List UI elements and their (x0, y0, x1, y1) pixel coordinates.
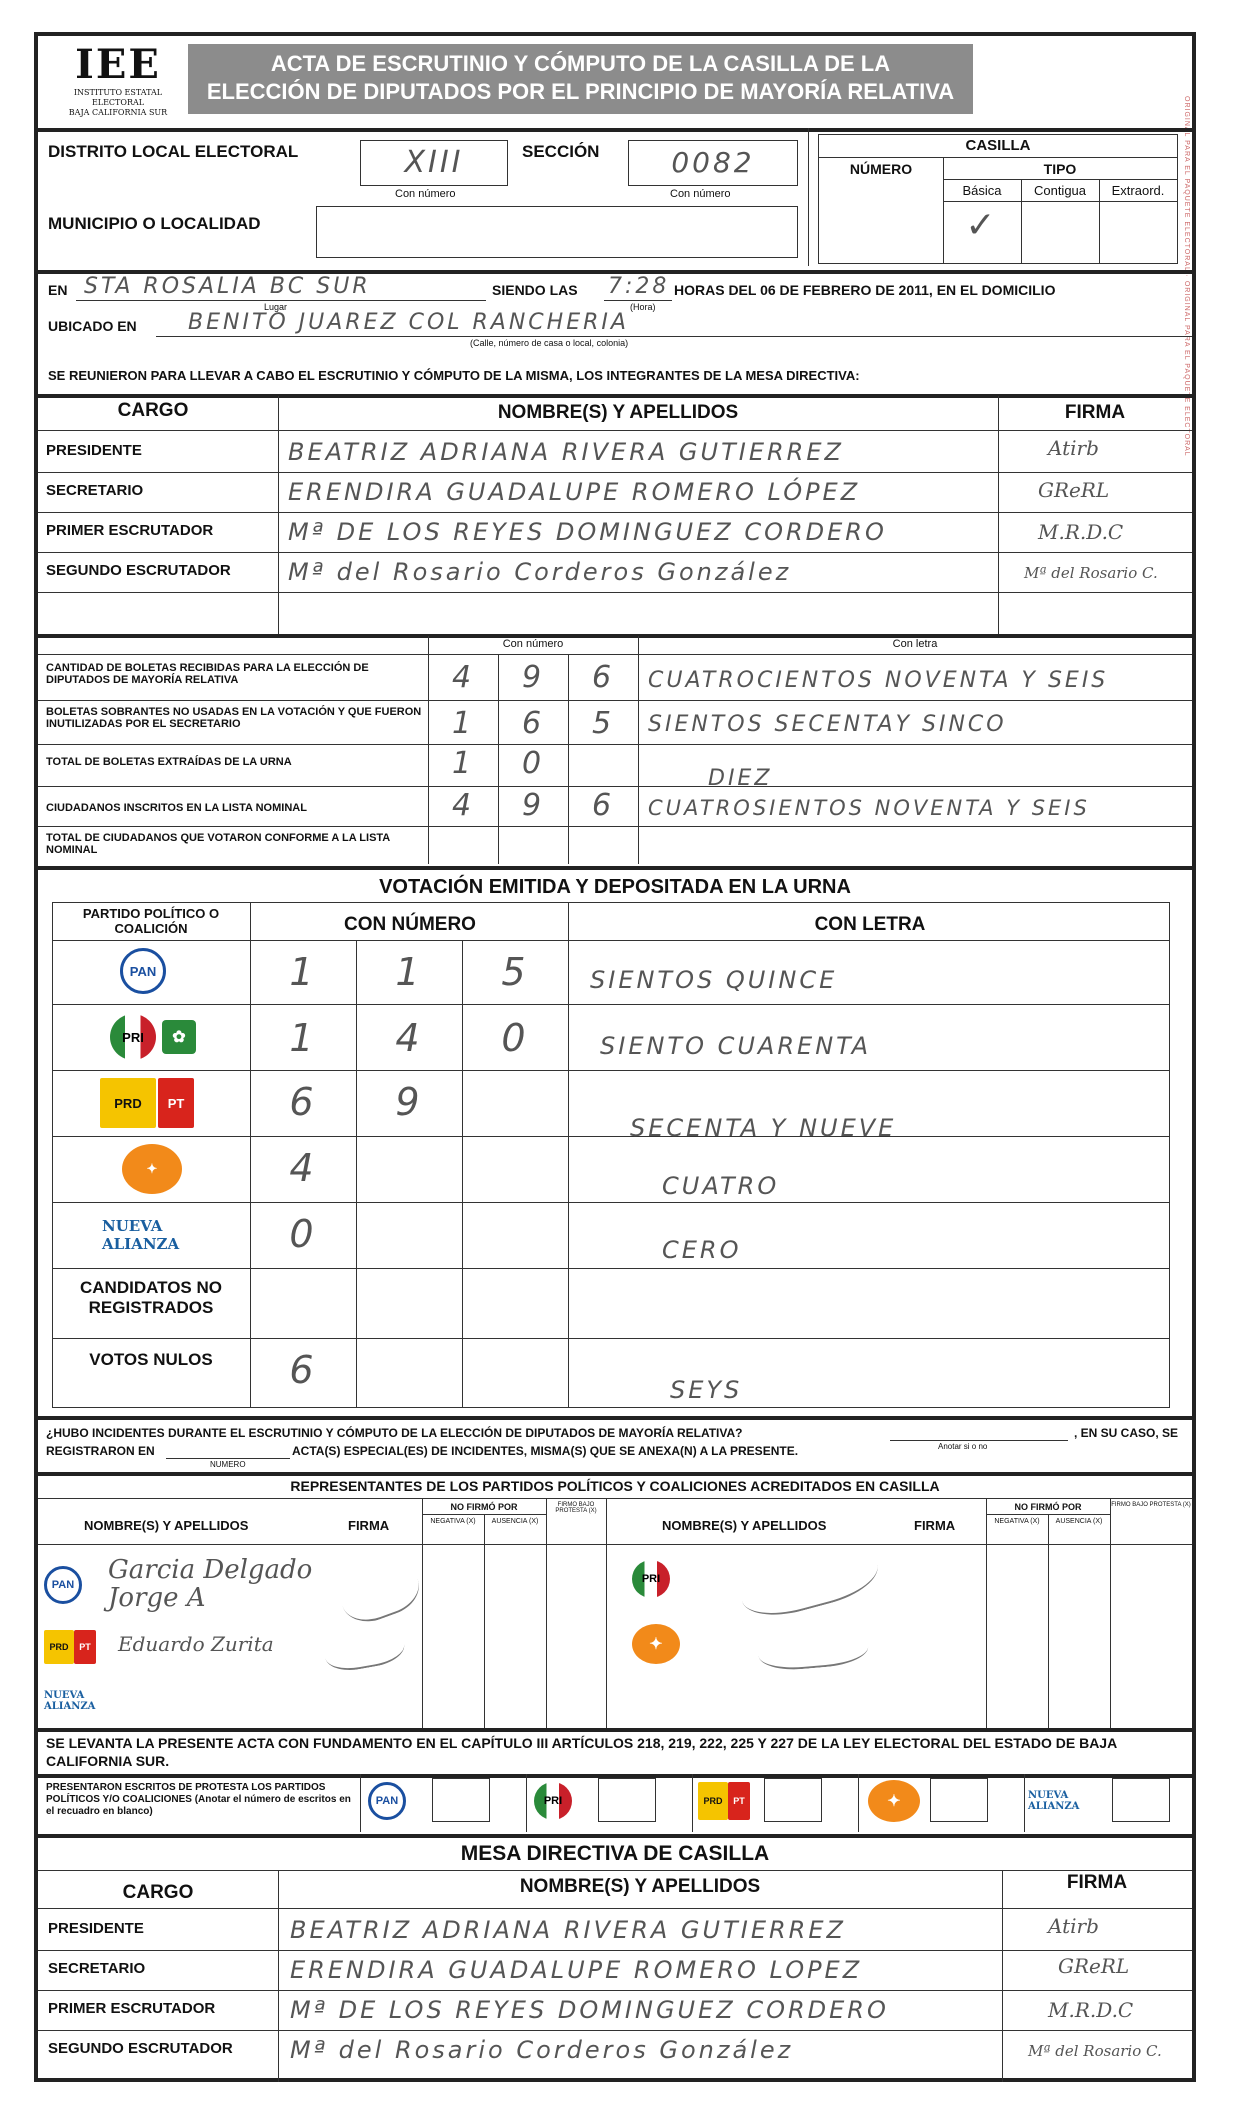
hora-value[interactable]: 7:28 (608, 274, 670, 299)
boletas-extraidas-letra[interactable]: DIEZ (708, 766, 773, 791)
protesta-pan-logo-icon: PAN (368, 1782, 406, 1820)
protesta-nueva-alianza-box[interactable] (1112, 1778, 1170, 1822)
protesta-nueva-alianza-logo-icon: NUEVA ALIANZA (1028, 1790, 1080, 1812)
ciudadanos-inscritos-digit-3[interactable]: 6 (591, 788, 615, 823)
boletas-letra-header: Con letra (892, 638, 938, 650)
rep-left-firma-header: FIRMA (348, 1518, 390, 1533)
pri-digit-1[interactable]: 1 (289, 1016, 317, 1060)
pri-letra[interactable]: SIENTO CUARENTA (600, 1032, 872, 1060)
pan-digit-1[interactable]: 1 (289, 950, 317, 994)
boletas-sobrantes-digit-2[interactable]: 6 (521, 706, 545, 741)
rep-right-nombre-header: NOMBRE(S) Y APELLIDOS (662, 1518, 827, 1533)
ciudadanos-inscritos-digit-2[interactable]: 9 (521, 788, 545, 823)
logo-text: IEE (75, 41, 161, 88)
mesa-bottom-nombre-secretario[interactable]: ERENDIRA GUADALUPE ROMERO LOPEZ (290, 1956, 863, 1984)
representantes-title: REPRESENTANTES DE LOS PARTIDOS POLÍTICOS Y COALICIONES ACREDITADOS EN CASILLA (290, 1478, 940, 1494)
partido-header: PARTIDO POLÍTICO O COALICIÓN (82, 906, 220, 936)
distrito-label: DISTRITO LOCAL ELECTORAL (48, 142, 299, 161)
mesa-bottom-cargo-presidente: PRESIDENTE (48, 1920, 144, 1937)
lugar-value[interactable]: STA ROSALIA BC SUR (84, 274, 371, 299)
protesta-prd-logo-icon: PRD (698, 1782, 728, 1820)
incidentes-line1-end: , EN SU CASO, SE (1074, 1426, 1179, 1440)
nueva-alianza-logo-icon: NUEVA ALIANZA (102, 1217, 180, 1253)
incidentes-line2-b: ACTA(S) ESPECIAL(ES) DE INCIDENTES, MISMA(S) QUE SE ANEXA(N) A LA PRESENTE. (292, 1444, 799, 1458)
rep-prd-logo-icon: PRD (44, 1630, 74, 1664)
form-title (188, 44, 973, 114)
boletas-recibidas-letra[interactable]: CUATROCIENTOS NOVENTA Y SEIS (648, 668, 1109, 693)
rep-prd-pt-nombre[interactable]: Eduardo Zurita (118, 1632, 274, 1656)
seccion-caption: Con número (670, 188, 731, 200)
ciudadanos-inscritos-label: CIUDADANOS INSCRITOS EN LA LISTA NOMINAL (46, 802, 307, 814)
mesa-bottom-firma-segundo-escrutador[interactable]: Mª del Rosario C. (1028, 2042, 1162, 2060)
contigua-label: Contigua (1033, 183, 1087, 198)
pt-logo-icon: PT (158, 1078, 194, 1128)
basica-label: Básica (962, 183, 1002, 198)
nombre-secretario[interactable]: ERENDIRA GUADALUPE ROMERO LÓPEZ (288, 478, 861, 506)
boletas-extraidas-digit-1[interactable]: 1 (451, 746, 475, 781)
rep-right-protesta-header: FIRMO BAJO PROTESTA (X) (1111, 1502, 1191, 1508)
boletas-recibidas-digit-3[interactable]: 6 (591, 660, 615, 695)
fundamento-text: SE LEVANTA LA PRESENTE ACTA CON FUNDAMENTO EN EL CAPÍTULO III ARTÍCULOS 218, 219, 222, 225 Y 227 DE LA LEY ELECTORAL DEL ESTADO DE BAJA CALIFORNIA SUR. (46, 1735, 1117, 1769)
seccion-field[interactable] (628, 140, 798, 186)
pri-digit-2[interactable]: 4 (395, 1016, 423, 1060)
firma-segundo-escrutador[interactable]: Mª del Rosario C. (1024, 564, 1158, 582)
cargo-segundo-escrutador: SEGUNDO ESCRUTADOR (46, 562, 231, 579)
numero-label: NÚMERO (849, 161, 913, 177)
boletas-sobrantes-label: BOLETAS SOBRANTES NO USADAS EN LA VOTACIÓN Y QUE FUERON INUTILIZADAS POR EL SECRETARIO (46, 706, 422, 730)
mesa-bottom-nombre-presidente[interactable]: BEATRIZ ADRIANA RIVERA GUTIERREZ (290, 1916, 846, 1944)
convergencia-logo-icon: ✦ (122, 1144, 182, 1194)
acta-form (34, 32, 1196, 2082)
boletas-sobrantes-digit-3[interactable]: 5 (591, 706, 615, 741)
prd-pt-letra[interactable]: SECENTA Y NUEVE (630, 1114, 897, 1142)
protesta-pri-box[interactable] (598, 1778, 656, 1822)
protesta-pri-logo-icon: PRI (534, 1782, 572, 1820)
pvem-logo-icon: ✿ (162, 1020, 196, 1054)
rep-nueva-alianza-logo-icon: NUEVA ALIANZA (44, 1690, 96, 1712)
votos-nulos-label: VOTOS NULOS (89, 1350, 213, 1369)
ciudadanos-inscritos-digit-1[interactable]: 4 (451, 788, 475, 823)
boletas-recibidas-label: CANTIDAD DE BOLETAS RECIBIDAS PARA LA ELECCIÓN DE DIPUTADOS DE MAYORÍA RELATIVA (46, 662, 369, 686)
mesa-bottom-cargo-secretario: SECRETARIO (48, 1960, 146, 1977)
prd-pt-digit-2[interactable]: 9 (395, 1080, 423, 1124)
title-line-1: ACTA DE ESCRUTINIO Y CÓMPUTO DE LA CASILLA DE LA (270, 51, 891, 76)
mesa-bottom-nombre-header: NOMBRE(S) Y APELLIDOS (519, 1876, 761, 1897)
anotar-caption: Anotar si o no (938, 1442, 988, 1451)
mesa-bottom-firma-primer-escrutador[interactable]: M.R.D.C (1048, 1998, 1134, 2022)
boletas-extraidas-digit-2[interactable]: 0 (521, 746, 545, 781)
title-line-2: ELECCIÓN DE DIPUTADOS POR EL PRINCIPIO DE MAYORÍA RELATIVA (206, 79, 955, 104)
nombre-presidente[interactable]: BEATRIZ ADRIANA RIVERA GUTIERREZ (288, 438, 844, 466)
mesa-bottom-firma-header: FIRMA (1066, 1872, 1128, 1893)
votacion-numero-header: CON NÚMERO (344, 914, 476, 935)
candidatos-no-registrados-label: CANDIDATOS NO REGISTRADOS (80, 1278, 222, 1317)
numero-caption: NUMERO (210, 1460, 246, 1469)
cargo-primer-escrutador: PRIMER ESCRUTADOR (46, 522, 214, 539)
rep-right-negativa-header: NEGATIVA (X) (994, 1518, 1040, 1525)
rep-left-protesta-header: FIRMO BAJO PROTESTA (X) (555, 1502, 597, 1514)
extraord-label: Extraord. (1111, 183, 1165, 198)
firma-header: FIRMA (1064, 402, 1126, 423)
logo-subtitle-1: INSTITUTO ESTATAL ELECTORAL (73, 88, 163, 107)
pan-letra[interactable]: SIENTOS QUINCE (590, 966, 838, 994)
distrito-value: XIII (404, 145, 464, 180)
hora-caption: (Hora) (630, 302, 656, 312)
mesa-bottom-firma-presidente[interactable]: Atirb (1048, 1914, 1099, 1938)
convergencia-digit-1[interactable]: 4 (289, 1146, 317, 1190)
prd-pt-digit-1[interactable]: 6 (289, 1080, 317, 1124)
basica-checkmark[interactable]: ✓ (965, 205, 999, 246)
nombre-segundo-escrutador[interactable]: Mª del Rosario Corderos González (288, 558, 792, 586)
municipio-field[interactable] (316, 206, 798, 258)
en-label: EN (48, 282, 68, 298)
protesta-convergencia-box[interactable] (930, 1778, 988, 1822)
rep-right-no-firmo-header: NO FIRMÓ POR (1014, 1502, 1082, 1512)
nombre-primer-escrutador[interactable]: Mª DE LOS REYES DOMINGUEZ CORDERO (288, 518, 887, 546)
lugar-caption: Lugar (264, 302, 288, 312)
boletas-recibidas-digit-1[interactable]: 4 (451, 660, 475, 695)
pan-digit-3[interactable]: 5 (501, 950, 529, 994)
protesta-prd-pt-box[interactable] (764, 1778, 822, 1822)
votacion-letra-header: CON LETRA (814, 914, 926, 935)
protesta-pt-logo-icon: PT (728, 1782, 750, 1820)
mesa-bottom-nombre-primer-escrutador[interactable]: Mª DE LOS REYES DOMINGUEZ CORDERO (290, 1996, 889, 2024)
nueva-alianza-digit-1[interactable]: 0 (289, 1212, 317, 1256)
boletas-recibidas-digit-2[interactable]: 9 (521, 660, 545, 695)
distrito-caption: Con número (395, 188, 456, 200)
seccion-value: 0082 (671, 146, 755, 179)
mesa-bottom-cargo-primer-escrutador: PRIMER ESCRUTADOR (48, 2000, 216, 2017)
rep-prd-pt-firma[interactable] (321, 1619, 407, 1674)
tipo-label: TIPO (1043, 161, 1077, 177)
incidentes-question: ¿HUBO INCIDENTES DURANTE EL ESCRUTINIO Y CÓMPUTO DE LA ELECCIÓN DE DIPUTADOS DE MAYORÍA RELATIVA? (46, 1426, 743, 1440)
rep-right-ausencia-header: AUSENCIA (X) (1055, 1518, 1103, 1525)
siendo-label: SIENDO LAS (492, 282, 578, 298)
seccion-label: SECCIÓN (522, 142, 600, 161)
firma-presidente[interactable]: Atirb (1048, 436, 1099, 460)
firma-secretario[interactable]: GReRL (1038, 478, 1110, 502)
cargo-header: CARGO (117, 400, 189, 421)
pan-logo-icon: PAN (120, 948, 166, 994)
domicilio-value[interactable]: BENITO JUAREZ COL RANCHERIA (188, 310, 629, 335)
casilla-label: CASILLA (965, 137, 1031, 154)
rep-left-no-firmo-header: NO FIRMÓ POR (450, 1502, 518, 1512)
protesta-pan-box[interactable] (432, 1778, 490, 1822)
protesta-convergencia-logo-icon: ✦ (868, 1780, 920, 1822)
casilla-box (818, 134, 1178, 264)
mesa-bottom-title: MESA DIRECTIVA DE CASILLA (460, 1842, 770, 1865)
fecha-text: HORAS DEL 06 DE FEBRERO DE 2011, EN EL DOMICILIO (674, 282, 1056, 298)
rep-left-ausencia-header: AUSENCIA (X) (491, 1518, 539, 1525)
mesa-bottom-firma-secretario[interactable]: GReRL (1058, 1954, 1130, 1978)
rep-right-firma-header: FIRMA (914, 1518, 956, 1533)
cargo-presidente: PRESIDENTE (46, 442, 142, 459)
reunieron-text: SE REUNIERON PARA LLEVAR A CABO EL ESCRUTINIO Y CÓMPUTO DE LA MISMA, LOS INTEGRANTES DE LA MESA DIRECTIVA: (48, 368, 860, 383)
mesa-bottom-cargo-header: CARGO (122, 1882, 194, 1903)
boletas-extraidas-label: TOTAL DE BOLETAS EXTRAÍDAS DE LA URNA (46, 756, 292, 768)
nombre-header: NOMBRE(S) Y APELLIDOS (497, 402, 739, 423)
cargo-secretario: SECRETARIO (46, 482, 144, 499)
boletas-sobrantes-letra[interactable]: SIENTOS SECENTAY SINCO (648, 712, 1007, 737)
boletas-sobrantes-digit-1[interactable]: 1 (451, 706, 475, 741)
ciudadanos-votaron-label: TOTAL DE CIUDADANOS QUE VOTARON CONFORME A LA LISTA NOMINAL (46, 832, 390, 856)
distrito-field[interactable] (360, 140, 508, 186)
nueva-alianza-letra[interactable]: CERO (662, 1236, 742, 1264)
boletas-numero-header: Con número (502, 638, 564, 650)
pri-logo-icon: PRI (110, 1014, 156, 1060)
rep-convergencia-firma[interactable] (756, 1621, 869, 1672)
rep-pan-logo-icon: PAN (44, 1566, 82, 1604)
mesa-bottom-nombre-segundo-escrutador[interactable]: Mª del Rosario Corderos González (290, 2036, 794, 2064)
ciudadanos-inscritos-letra[interactable]: CUATROSIENTOS NOVENTA Y SEIS (648, 796, 1090, 820)
rep-pt-logo-icon: PT (74, 1630, 96, 1664)
votos-nulos-letra[interactable]: SEYS (670, 1376, 743, 1404)
rep-left-nombre-header: NOMBRE(S) Y APELLIDOS (84, 1518, 249, 1533)
convergencia-letra[interactable]: CUATRO (662, 1172, 780, 1200)
iee-logo (48, 42, 188, 120)
mesa-bottom-cargo-segundo-escrutador: SEGUNDO ESCRUTADOR (48, 2040, 233, 2057)
prd-logo-icon: PRD (100, 1078, 156, 1128)
incidentes-line2-a: REGISTRARON EN (46, 1444, 155, 1458)
votacion-title: VOTACIÓN EMITIDA Y DEPOSITADA EN LA URNA (379, 876, 851, 898)
side-watermark-text: ORIGINAL PARA EL PAQUETE ELECTORAL · ORIGINAL PARA EL PAQUETE ELECTORAL (1183, 96, 1190, 457)
firma-primer-escrutador[interactable]: M.R.D.C (1038, 520, 1124, 544)
votos-nulos-digit-1[interactable]: 6 (289, 1348, 317, 1392)
ubicado-label: UBICADO EN (48, 318, 137, 334)
pri-digit-3[interactable]: 0 (501, 1016, 529, 1060)
domicilio-caption: (Calle, número de casa o local, colonia) (470, 338, 629, 348)
pan-digit-2[interactable]: 1 (395, 950, 423, 994)
protesta-text: PRESENTARON ESCRITOS DE PROTESTA LOS PARTIDOS POLÍTICOS Y/O COALICIONES (Anotar el número de escritos en el recuadro en blanco) (46, 1782, 351, 1817)
rep-pan-nombre[interactable]: Garcia Delgado Jorge A (108, 1555, 313, 1613)
rep-left-negativa-header: NEGATIVA (X) (430, 1518, 476, 1525)
municipio-label: MUNICIPIO O LOCALIDAD (48, 214, 261, 233)
rep-pri-logo-icon: PRI (632, 1560, 670, 1598)
rep-convergencia-logo-icon: ✦ (632, 1624, 680, 1664)
logo-subtitle-2: BAJA CALIFORNIA SUR (68, 108, 168, 117)
